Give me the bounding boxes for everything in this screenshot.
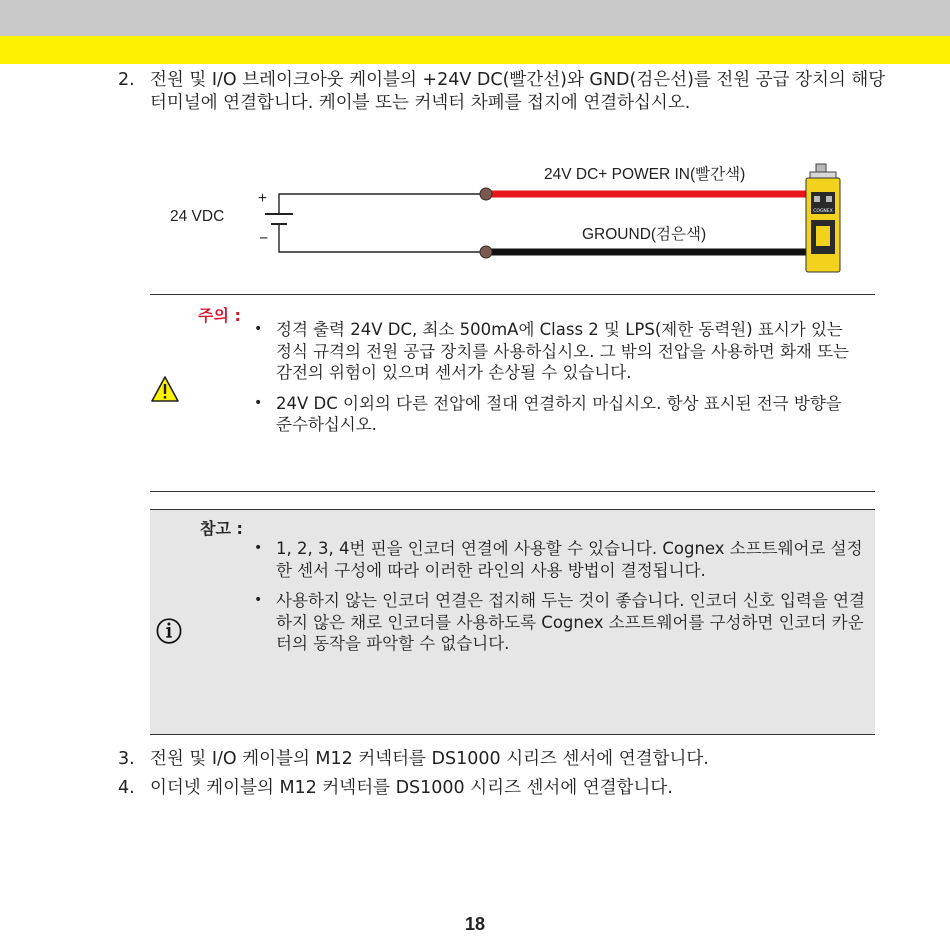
note-heading: 참고 : [200, 519, 243, 538]
positive-lead [279, 194, 486, 214]
negative-sign: − [259, 230, 269, 247]
positive-sign: + [258, 190, 268, 207]
info-circle-icon: ⓘ [155, 618, 182, 648]
header-yellow-band [0, 36, 950, 64]
note-box [150, 510, 875, 735]
step-text: 전원 및 I/O 브레이크아웃 케이블의 +24V DC(빨간선)와 GND(검은선)를 전원 공급 장치의 해당 터미널에 연결합니다. 케이블 또는 커넥터 차폐를 접지에 연결하십시오. [150, 70, 886, 113]
voltage-source-label: 24 VDC [170, 208, 225, 225]
caution-heading: 주의 : [198, 306, 241, 325]
list-item: • 사용하지 않는 인코더 연결은 접지해 두는 것이 좋습니다. 인코더 신호 입력을 연결하지 않은 채로 인코더를 사용하도록 Cognex 소프트웨어를 구성하면 인코더 카운터의 동작을 파악할 수 없습니다. [252, 590, 867, 655]
svg-text:COGNEX: COGNEX [813, 209, 833, 214]
header-gray-band [0, 0, 950, 36]
negative-lead [279, 224, 486, 252]
step-text: 이더넷 케이블의 M12 커넥터를 DS1000 시리즈 센서에 연결합니다. [150, 778, 673, 798]
page-number: 18 [464, 914, 486, 934]
ds1000-sensor-icon [806, 164, 840, 272]
note-bottom-rule [150, 734, 875, 735]
wiring-diagram [150, 150, 850, 275]
ground-terminal [480, 246, 492, 258]
caution-box [150, 295, 875, 490]
list-item: • 24V DC 이외의 다른 전압에 절대 연결하지 마십시오. 항상 표시된 전극 방향을 준수하십시오. [252, 393, 862, 436]
step-number: 3. [118, 749, 135, 769]
step-number: 2. [118, 70, 135, 90]
power-wire-label: 24V DC+ POWER IN(빨간색) [544, 166, 746, 183]
power-terminal [480, 188, 492, 200]
warning-triangle-icon [150, 375, 180, 403]
ground-wire-label: GROUND(검은색) [582, 226, 707, 243]
note-top-rule [150, 509, 875, 510]
caution-bottom-rule [150, 491, 875, 492]
note-list [252, 538, 867, 664]
list-item: • 정격 출력 24V DC, 최소 500mA에 Class 2 및 LPS(제한 동력원) 표시가 있는 정식 규격의 전원 공급 장치를 사용하십시오. 그 밖의 전압을 사용하면 화재 또는 감전의 위험이 있으며 센서가 손상될 수 있습니다. [252, 319, 862, 384]
step-text: 전원 및 I/O 케이블의 M12 커넥터를 DS1000 시리즈 센서에 연결합니다. [150, 749, 709, 769]
step-number: 4. [118, 778, 135, 798]
caution-list [252, 319, 862, 445]
list-item: • 1, 2, 3, 4번 핀을 인코더 연결에 사용할 수 있습니다. Cognex 소프트웨어로 설정한 센서 구성에 따라 이러한 라인의 사용 방법이 결정됩니다. [252, 538, 867, 581]
